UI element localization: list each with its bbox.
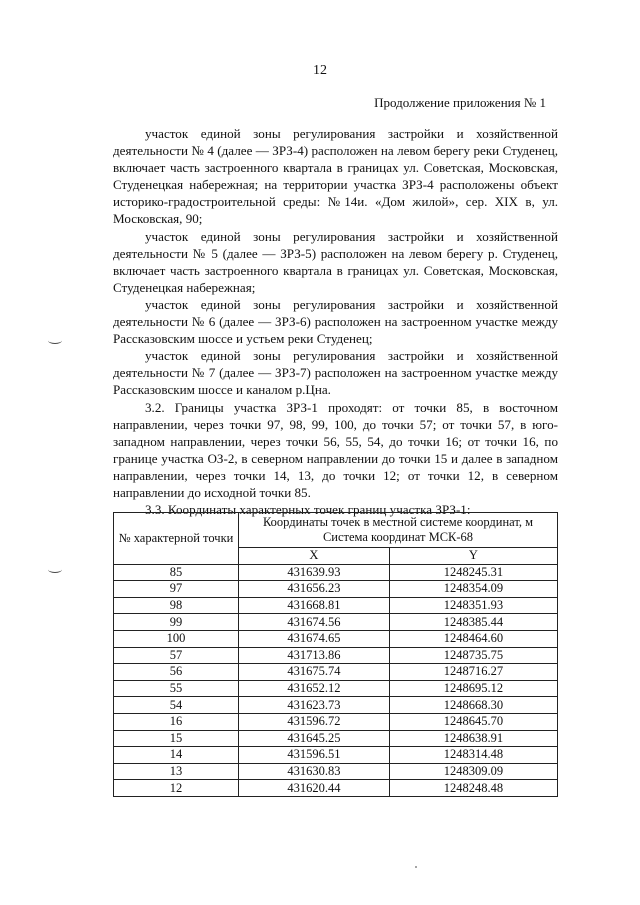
binding-mark — [48, 566, 62, 573]
cell-point: 15 — [114, 730, 239, 747]
table-row — [114, 664, 558, 681]
table-row — [114, 747, 558, 764]
table-row — [114, 614, 558, 631]
cell-x: 431674.56 — [239, 614, 390, 631]
body-text — [113, 125, 558, 518]
cell-x: 431623.73 — [239, 697, 390, 714]
scan-speck — [415, 866, 417, 868]
cell-y: 1248735.75 — [389, 647, 557, 664]
cell-point: 13 — [114, 763, 239, 780]
cell-point: 85 — [114, 564, 239, 581]
cell-y: 1248309.09 — [389, 763, 557, 780]
table-row — [114, 680, 558, 697]
cell-x: 431645.25 — [239, 730, 390, 747]
cell-point: 57 — [114, 647, 239, 664]
cell-x: 431620.44 — [239, 780, 390, 797]
cell-point: 99 — [114, 614, 239, 631]
cell-x: 431596.51 — [239, 747, 390, 764]
cell-point: 56 — [114, 664, 239, 681]
cell-y: 1248351.93 — [389, 597, 557, 614]
paragraph-3-2: 3.2. Границы участка ЗРЗ-1 проходят: от точки 85, в восточном направлении, через точки 97, 98, 99, 100, до точки 57; от точки 57, в юго-западном направлении, через точки 56, 55, 54, до точки 16; от точки 16, по границе участка ОЗ-2, в северном направлении до точки 15 и далее в западном направлении, через точки 14, 13, до точки 12; от точки 12, в северном направлении до исходной точки 85. — [113, 399, 558, 500]
paragraph-zrz-5: участок единой зоны регулирования застройки и хозяйственной деятельности № 5 (далее — ЗРЗ-5) расположен на левом берегу р. Студенец, включает часть застроенного квартала в границах ул. Советская, Московская, Студенецкая набережная; — [113, 228, 558, 295]
cell-x: 431656.23 — [239, 581, 390, 598]
cell-x: 431675.74 — [239, 664, 390, 681]
header-point: № характерной точки — [114, 513, 239, 565]
binding-mark — [48, 337, 62, 344]
paragraph-3-3: 3.3. Координаты характерных точек границ участка ЗРЗ-1: — [145, 502, 471, 518]
paragraph-zrz-6: участок единой зоны регулирования застройки и хозяйственной деятельности № 6 (далее — ЗРЗ-6) расположен на застроенном участке между Рассказовским шоссе и устьем реки Студенец; — [113, 296, 558, 347]
cell-x: 431674.65 — [239, 630, 390, 647]
cell-x: 431713.86 — [239, 647, 390, 664]
appendix-label: Продолжение приложения № 1 — [374, 95, 546, 110]
header-coordinate-system: Координаты точек в местной системе координат, м Система координат МСК-68 — [239, 513, 558, 548]
paragraph-zrz-7: участок единой зоны регулирования застройки и хозяйственной деятельности № 7 (далее — ЗРЗ-7) расположен на застроенном участке между Рассказовским шоссе и каналом р.Цна. — [113, 348, 558, 398]
cell-y: 1248354.09 — [389, 581, 557, 598]
table-row — [114, 697, 558, 714]
cell-point: 16 — [114, 713, 239, 730]
coordinates-table-body — [114, 564, 558, 796]
page-number: 12 — [313, 63, 327, 78]
cell-y: 1248245.31 — [389, 564, 557, 581]
table-row — [114, 763, 558, 780]
header-y: Y — [389, 548, 557, 565]
cell-y: 1248695.12 — [389, 680, 557, 697]
cell-point: 97 — [114, 581, 239, 598]
cell-y: 1248716.27 — [389, 664, 557, 681]
paragraph-zrz-4: участок единой зоны регулирования застройки и хозяйственной деятельности № 4 (далее — ЗРЗ-4) расположен на левом берегу реки Студенец, включает часть застроенного квартала в границах ул. Советская, Московская, Студенецкая набережная; на территории участка ЗРЗ-4 расположены объект историко-градостроительной среды: №14и. «Дом жилой», сер. XIX в, ул. Московская, 90; — [113, 126, 558, 227]
cell-y: 1248638.91 — [389, 730, 557, 747]
cell-x: 431652.12 — [239, 680, 390, 697]
table-row — [114, 780, 558, 797]
table-row — [114, 630, 558, 647]
cell-x: 431596.72 — [239, 713, 390, 730]
cell-y: 1248314.48 — [389, 747, 557, 764]
table-row — [114, 730, 558, 747]
table-row — [114, 564, 558, 581]
cell-point: 54 — [114, 697, 239, 714]
coordinates-table — [113, 512, 558, 797]
table-row — [114, 713, 558, 730]
table-row — [114, 647, 558, 664]
cell-x: 431639.93 — [239, 564, 390, 581]
cell-x: 431668.81 — [239, 597, 390, 614]
table-row — [114, 581, 558, 598]
cell-point: 100 — [114, 630, 239, 647]
cell-point: 12 — [114, 780, 239, 797]
cell-y: 1248645.70 — [389, 713, 557, 730]
cell-y: 1248248.48 — [389, 780, 557, 797]
cell-y: 1248668.30 — [389, 697, 557, 714]
cell-point: 14 — [114, 747, 239, 764]
table-row — [114, 597, 558, 614]
cell-point: 55 — [114, 680, 239, 697]
cell-x: 431630.83 — [239, 763, 390, 780]
header-x: X — [239, 548, 390, 565]
cell-point: 98 — [114, 597, 239, 614]
cell-y: 1248464.60 — [389, 630, 557, 647]
cell-y: 1248385.44 — [389, 614, 557, 631]
